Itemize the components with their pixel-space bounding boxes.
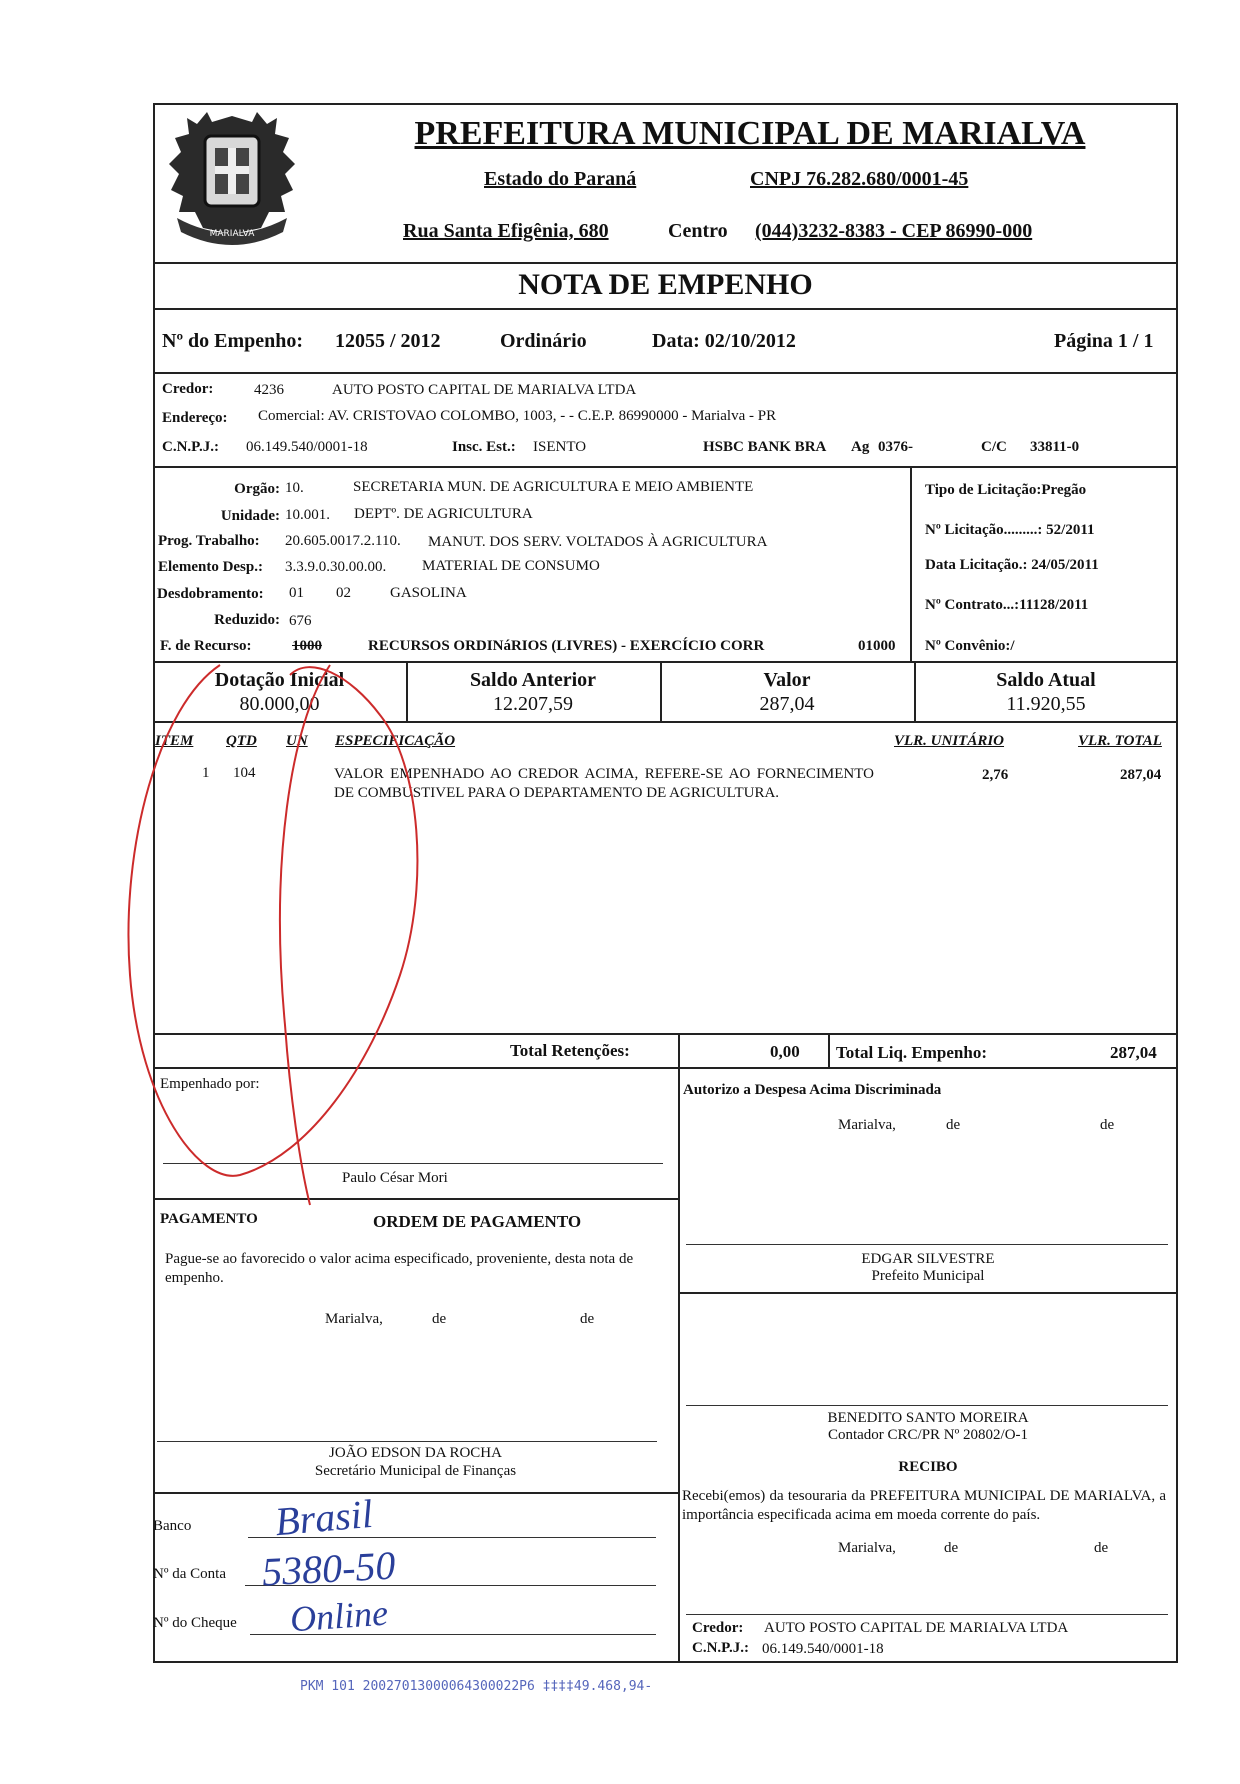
recurso-name: RECURSOS ORDINáRIOS (LIVRES) - EXERCÍCIO CORR [368,638,765,654]
pagamento-city: Marialva, [325,1311,383,1327]
liquido-label: Total Liq. Empenho: [836,1043,987,1062]
empenhado-name: Paulo César Mori [342,1170,448,1186]
col-espec: ESPECIFICAÇÃO [335,733,456,749]
recibo-cnpj-label: C.N.P.J.: [692,1640,749,1656]
saldo-atual-value: 11.920,55 [1006,693,1086,715]
pagamento-de-1: de [432,1311,447,1327]
elemento-code: 3.3.9.0.30.00.00. [285,559,387,575]
svg-text:MARIALVA: MARIALVA [209,229,255,239]
agency-label: Ag [851,439,870,455]
secretario-role: Secretário Municipal de Finanças [314,1463,517,1479]
recurso-code: 1000 [292,638,322,654]
address-field-label: Endereço: [162,410,228,426]
recurso-number: 01000 [858,638,896,654]
desdobramento-label: Desdobramento: [157,586,264,602]
banco-handwritten: Brasil [273,1490,375,1545]
recibo-credor-name: AUTO POSTO CAPITAL DE MARIALVA LTDA [764,1620,1069,1636]
credor-label: Credor: [162,381,214,397]
credor-address: Comercial: AV. CRISTOVAO COLOMBO, 1003, - - C.E.P. 86990000 - Marialva - PR [258,408,777,424]
cheque-handwritten: Online [288,1592,390,1640]
state-label: Estado do Paraná [484,168,637,190]
credor-cnpj: 06.149.540/0001-18 [246,439,368,455]
item-description: VALOR EMPENHADO AO CREDOR ACIMA, REFERE-SE AO FORNECIMENTO DE COMBUSTIVEL PARA O DEPARTAMENTO DE AGRICULTURA. [334,766,874,801]
secretario-name: JOÃO EDSON DA ROCHA [329,1445,502,1461]
empenhado-label: Empenhado por: [160,1076,260,1092]
cheque-label: Nº do Cheque [153,1615,237,1631]
item-unit-value: 2,76 [982,767,1009,783]
cnpj-label: CNPJ 76.282.680/0001-45 [750,168,969,190]
contador-name: BENEDITO SANTO MOREIRA [827,1410,1029,1426]
pagamento-de-2: de [580,1311,595,1327]
phone-cep-label: (044)3232-8383 - CEP 86990-000 [755,220,1033,242]
saldo-anterior-value: 12.207,59 [493,693,573,715]
autorizo-de-1: de [946,1117,961,1133]
bank-stamp: PKM 101 20027013000064300022P6 ‡‡‡‡49.468,94- [300,1679,653,1694]
licitacao-date: Data Licitação.: 24/05/2011 [925,557,1099,573]
col-vlr-unit: VLR. UNITÁRIO [894,733,1005,749]
banco-label: Banco [153,1518,192,1534]
empenho-number-label: Nº do Empenho: [162,330,304,352]
prefeito-role: Prefeito Municipal [871,1268,985,1284]
bank-name: HSBC BANK BRA [703,439,827,455]
col-un: UN [286,733,308,749]
contador-role: Contador CRC/PR Nº 20802/O-1 [827,1427,1029,1443]
account-number: 33811-0 [1030,439,1080,455]
red-annotation-mark [120,645,480,1215]
unidade-code: 10.001. [285,507,330,523]
agency-number: 0376- [878,439,913,455]
unidade-label: Unidade: [220,508,280,524]
recibo-credor-label: Credor: [692,1620,744,1636]
col-vlr-total: VLR. TOTAL [1078,733,1162,749]
empenho-number: 12055 / 2012 [335,330,441,352]
convenio-number: Nº Convênio:/ [925,638,1015,654]
prog-name: MANUT. DOS SERV. VOLTADOS À AGRICULTURA [428,534,768,550]
insc-value: ISENTO [533,439,587,455]
recurso-label: F. de Recurso: [160,638,252,654]
pagamento-text: Pague-se ao favorecido o valor acima especificado, proveniente, desta nota de empenho. [165,1251,634,1286]
desdobramento-code-1: 01 [289,585,304,601]
liquido-value: 287,04 [1110,1043,1157,1062]
autorizo-city: Marialva, [838,1117,896,1133]
credor-code: 4236 [254,382,284,398]
saldo-anterior-label: Saldo Anterior [469,669,597,691]
pagamento-label: PAGAMENTO [160,1211,258,1227]
municipality-title: PREFEITURA MUNICIPAL DE MARIALVA [414,115,1086,152]
recibo-cnpj: 06.149.540/0001-18 [762,1641,884,1657]
prog-code: 20.605.0017.2.110. [285,533,401,549]
unidade-name: DEPTº. DE AGRICULTURA [354,506,533,522]
item-total-value: 287,04 [1120,767,1162,783]
retencoes-label: Total Retenções: [510,1041,630,1060]
prefeito-name: EDGAR SILVESTRE [861,1251,995,1267]
prog-label: Prog. Trabalho: [158,533,260,549]
centro-label: Centro [668,220,728,242]
desdobramento-name: GASOLINA [390,585,467,601]
licitacao-number: Nº Licitação.........: 52/2011 [925,522,1095,538]
elemento-label: Elemento Desp.: [158,559,263,575]
elemento-name: MATERIAL DE CONSUMO [422,558,600,574]
saldo-atual-label: Saldo Atual [996,669,1096,691]
ordem-pagamento-label: ORDEM DE PAGAMENTO [373,1212,582,1231]
licitacao-type: Tipo de Licitação:Pregão [925,482,1087,498]
retencoes-value: 0,00 [770,1042,800,1061]
recibo-city: Marialva, [838,1540,896,1556]
document-title: NOTA DE EMPENHO [518,268,813,301]
valor-value: 287,04 [759,693,815,715]
empenho-date: Data: 02/10/2012 [652,330,796,352]
valor-label: Valor [763,669,811,691]
item-number: 1 [202,765,210,781]
address-label: Rua Santa Efigênia, 680 [403,220,609,242]
contract-number: Nº Contrato...:11128/2011 [925,597,1089,613]
item-qtd: 104 [233,765,256,781]
account-label: C/C [981,439,1007,455]
credor-cnpj-label: C.N.P.J.: [162,439,219,455]
dotacao-label: Dotação Inicial [214,669,345,691]
credor-name: AUTO POSTO CAPITAL DE MARIALVA LTDA [332,382,637,398]
desdobramento-code-2: 02 [336,585,351,601]
dotacao-value: 80.000,00 [239,693,320,715]
col-qtd: QTD [226,733,257,749]
insc-label: Insc. Est.: [452,439,516,455]
empenho-type: Ordinário [500,330,587,352]
recibo-label: RECIBO [898,1459,958,1475]
conta-label: Nº da Conta [153,1566,226,1582]
orgao-label: Orgão: [234,481,280,497]
page-number: Página 1 / 1 [1054,330,1154,352]
col-item: ITEM [155,733,194,749]
reduzido-label: Reduzido: [214,612,280,628]
recibo-text: Recebi(emos) da tesouraria da PREFEITURA MUNICIPAL DE MARIALVA, a importância especificada acima em moeda corrente do país. [682,1488,1166,1523]
autorizo-de-2: de [1100,1117,1115,1133]
orgao-code: 10. [285,480,304,496]
recibo-de-2: de [1094,1540,1109,1556]
recibo-de-1: de [944,1540,959,1556]
autorizo-label: Autorizo a Despesa Acima Discriminada [683,1082,942,1098]
orgao-name: SECRETARIA MUN. DE AGRICULTURA E MEIO AMBIENTE [353,479,754,495]
reduzido-value: 676 [289,613,312,629]
conta-handwritten: 5380-50 [260,1542,397,1595]
